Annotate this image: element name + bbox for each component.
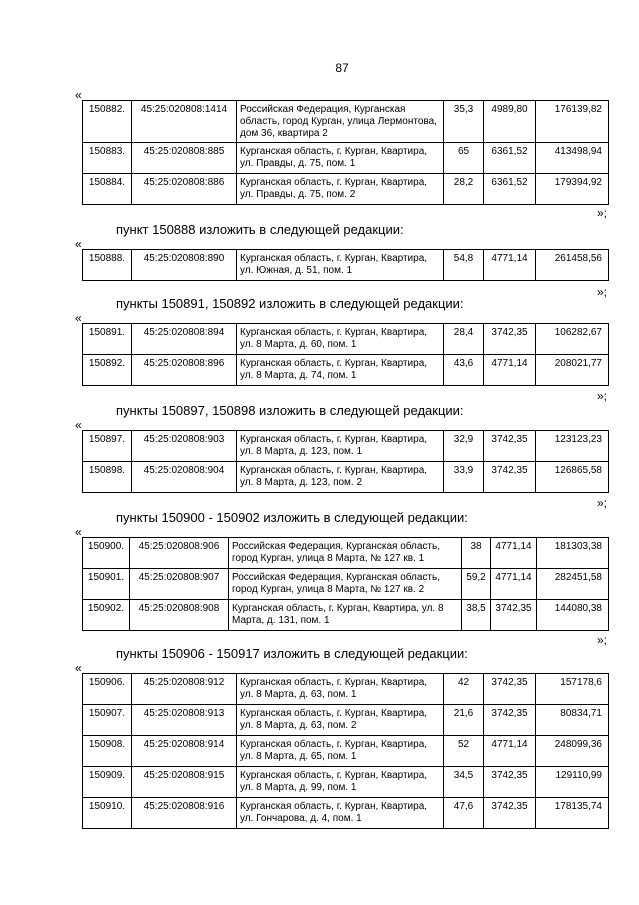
total-value-cell: 179394,92 — [536, 174, 609, 205]
address-cell: Российская Федерация, Курганская область, город Курган, улица Лермонтова, дом 36, квартира 2 — [237, 101, 444, 143]
table-body — [83, 101, 609, 205]
total-value-cell: 181303,38 — [537, 538, 609, 569]
item-number-cell: 150898. — [83, 462, 132, 493]
item-number-cell: 150891. — [83, 324, 132, 355]
cadastral-number-cell: 45:25:020808:916 — [132, 798, 237, 829]
item-number-cell: 150884. — [83, 174, 132, 205]
unit-price-cell: 4771,14 — [491, 538, 537, 569]
item-number-cell: 150907. — [83, 705, 132, 736]
table-row — [83, 736, 609, 767]
area-cell: 28,2 — [444, 174, 484, 205]
area-cell: 52 — [444, 736, 484, 767]
unit-price-cell: 3742,35 — [484, 705, 536, 736]
open-quote: « — [75, 311, 82, 325]
address-cell: Курганская область, г. Курган, Квартира, ул. 8 Марта, д. 99, пом. 1 — [237, 767, 444, 798]
address-cell: Курганская область, г. Курган, Квартира, ул. 8 Марта, д. 63, пом. 2 — [237, 705, 444, 736]
total-value-cell: 176139,82 — [536, 101, 609, 143]
area-cell: 38,5 — [462, 600, 491, 631]
cadastral-number-cell: 45:25:020808:903 — [132, 431, 237, 462]
unit-price-cell: 3742,35 — [484, 462, 536, 493]
address-cell: Российская Федерация, Курганская область, город Курган, улица 8 Марта, № 127 кв. 1 — [229, 538, 462, 569]
address-cell: Курганская область, г. Курган, Квартира, ул. 8 Марта, д. 63, пом. 1 — [237, 674, 444, 705]
area-cell: 43,6 — [444, 355, 484, 386]
total-value-cell: 178135,74 — [536, 798, 609, 829]
unit-price-cell: 3742,35 — [491, 600, 537, 631]
cadastral-number-cell: 45:25:020808:908 — [130, 600, 229, 631]
unit-price-cell: 3742,35 — [484, 324, 536, 355]
area-cell: 34,5 — [444, 767, 484, 798]
unit-price-cell: 4771,14 — [484, 355, 536, 386]
address-cell: Курганская область, г. Курган, Квартира, ул. 8 Марта, д. 123, пом. 1 — [237, 431, 444, 462]
area-cell: 21,6 — [444, 705, 484, 736]
unit-price-cell: 4989,80 — [484, 101, 536, 143]
area-cell: 32,9 — [444, 431, 484, 462]
instruction-text: пункты 150897, 150898 изложить в следующей редакции: — [116, 403, 464, 418]
item-number-cell: 150902. — [83, 600, 130, 631]
item-number-cell: 150901. — [83, 569, 130, 600]
table-row — [83, 674, 609, 705]
address-cell: Курганская область, г. Курган, Квартира, ул. Гончарова, д. 4, пом. 1 — [237, 798, 444, 829]
item-number-cell: 150888. — [83, 250, 132, 281]
unit-price-cell: 4771,14 — [491, 569, 537, 600]
property-table — [82, 100, 609, 205]
cadastral-number-cell: 45:25:020808:913 — [132, 705, 237, 736]
area-cell: 42 — [444, 674, 484, 705]
open-quote: « — [75, 88, 82, 102]
unit-price-cell: 3742,35 — [484, 431, 536, 462]
unit-price-cell: 4771,14 — [484, 250, 536, 281]
total-value-cell: 144080,38 — [537, 600, 609, 631]
close-quote: »; — [597, 285, 608, 299]
table-row — [83, 569, 609, 600]
cadastral-number-cell: 45:25:020808:890 — [132, 250, 237, 281]
instruction-text: пункты 150891, 150892 изложить в следующей редакции: — [116, 296, 464, 311]
address-cell: Курганская область, г. Курган, Квартира, ул. 8 Марта, д. 131, пом. 1 — [229, 600, 462, 631]
total-value-cell: 208021,77 — [536, 355, 609, 386]
address-cell: Курганская область, г. Курган, Квартира, ул. 8 Марта, д. 123, пом. 2 — [237, 462, 444, 493]
total-value-cell: 248099,36 — [536, 736, 609, 767]
table-row — [83, 600, 609, 631]
table-body — [83, 250, 609, 281]
total-value-cell: 106282,67 — [536, 324, 609, 355]
open-quote: « — [75, 525, 82, 539]
area-cell: 54,8 — [444, 250, 484, 281]
close-quote: »; — [597, 496, 608, 510]
open-quote: « — [75, 418, 82, 432]
table-row — [83, 431, 609, 462]
item-number-cell: 150910. — [83, 798, 132, 829]
area-cell: 33,9 — [444, 462, 484, 493]
total-value-cell: 123123,23 — [536, 431, 609, 462]
cadastral-number-cell: 45:25:020808:1414 — [132, 101, 237, 143]
cadastral-number-cell: 45:25:020808:906 — [130, 538, 229, 569]
total-value-cell: 413498,94 — [536, 143, 609, 174]
open-quote: « — [75, 661, 82, 675]
total-value-cell: 80834,71 — [536, 705, 609, 736]
unit-price-cell: 3742,35 — [484, 767, 536, 798]
address-cell: Курганская область, г. Курган, Квартира, ул. 8 Марта, д. 65, пом. 1 — [237, 736, 444, 767]
address-cell: Российская Федерация, Курганская область, город Курган, улица 8 Марта, № 127 кв. 2 — [229, 569, 462, 600]
cadastral-number-cell: 45:25:020808:915 — [132, 767, 237, 798]
area-cell: 47,6 — [444, 798, 484, 829]
table-row — [83, 462, 609, 493]
property-table — [82, 537, 609, 631]
table-row — [83, 538, 609, 569]
address-cell: Курганская область, г. Курган, Квартира, ул. 8 Марта, д. 74, пом. 1 — [237, 355, 444, 386]
item-number-cell: 150909. — [83, 767, 132, 798]
property-table — [82, 430, 609, 493]
total-value-cell: 129110,99 — [536, 767, 609, 798]
cadastral-number-cell: 45:25:020808:885 — [132, 143, 237, 174]
area-cell: 65 — [444, 143, 484, 174]
table-row — [83, 355, 609, 386]
cadastral-number-cell: 45:25:020808:896 — [132, 355, 237, 386]
item-number-cell: 150892. — [83, 355, 132, 386]
instruction-text: пункт 150888 изложить в следующей редакции: — [116, 222, 404, 237]
property-table — [82, 323, 609, 386]
instruction-text: пункты 150900 - 150902 изложить в следующей редакции: — [116, 510, 468, 525]
open-quote: « — [75, 237, 82, 251]
table-row — [83, 101, 609, 143]
page-number: 87 — [335, 61, 349, 75]
table-row — [83, 767, 609, 798]
total-value-cell: 282451,58 — [537, 569, 609, 600]
item-number-cell: 150883. — [83, 143, 132, 174]
cadastral-number-cell: 45:25:020808:904 — [132, 462, 237, 493]
cadastral-number-cell: 45:25:020808:907 — [130, 569, 229, 600]
table-row — [83, 324, 609, 355]
table-row — [83, 705, 609, 736]
table-row — [83, 143, 609, 174]
item-number-cell: 150882. — [83, 101, 132, 143]
address-cell: Курганская область, г. Курган, Квартира, ул. Южная, д. 51, пом. 1 — [237, 250, 444, 281]
close-quote: »; — [597, 633, 608, 647]
item-number-cell: 150897. — [83, 431, 132, 462]
property-table — [82, 673, 609, 829]
cadastral-number-cell: 45:25:020808:914 — [132, 736, 237, 767]
table-body — [83, 538, 609, 631]
unit-price-cell: 4771,14 — [484, 736, 536, 767]
unit-price-cell: 6361,52 — [484, 174, 536, 205]
table-row — [83, 798, 609, 829]
total-value-cell: 261458,56 — [536, 250, 609, 281]
address-cell: Курганская область, г. Курган, Квартира, ул. 8 Марта, д. 60, пом. 1 — [237, 324, 444, 355]
table-body — [83, 324, 609, 386]
item-number-cell: 150900. — [83, 538, 130, 569]
total-value-cell: 157178,6 — [536, 674, 609, 705]
address-cell: Курганская область, г. Курган, Квартира, ул. Правды, д. 75, пом. 1 — [237, 143, 444, 174]
table-row — [83, 174, 609, 205]
property-table — [82, 249, 609, 281]
instruction-text: пункты 150906 - 150917 изложить в следующей редакции: — [116, 646, 468, 661]
table-body — [83, 431, 609, 493]
item-number-cell: 150908. — [83, 736, 132, 767]
total-value-cell: 126865,58 — [536, 462, 609, 493]
unit-price-cell: 3742,35 — [484, 674, 536, 705]
cadastral-number-cell: 45:25:020808:886 — [132, 174, 237, 205]
cadastral-number-cell: 45:25:020808:894 — [132, 324, 237, 355]
area-cell: 28,4 — [444, 324, 484, 355]
table-body — [83, 674, 609, 829]
area-cell: 38 — [462, 538, 491, 569]
unit-price-cell: 6361,52 — [484, 143, 536, 174]
unit-price-cell: 3742,35 — [484, 798, 536, 829]
cadastral-number-cell: 45:25:020808:912 — [132, 674, 237, 705]
address-cell: Курганская область, г. Курган, Квартира, ул. Правды, д. 75, пом. 2 — [237, 174, 444, 205]
item-number-cell: 150906. — [83, 674, 132, 705]
table-row — [83, 250, 609, 281]
close-quote: »; — [597, 389, 608, 403]
area-cell: 35,3 — [444, 101, 484, 143]
area-cell: 59,2 — [462, 569, 491, 600]
close-quote: »; — [597, 206, 608, 220]
